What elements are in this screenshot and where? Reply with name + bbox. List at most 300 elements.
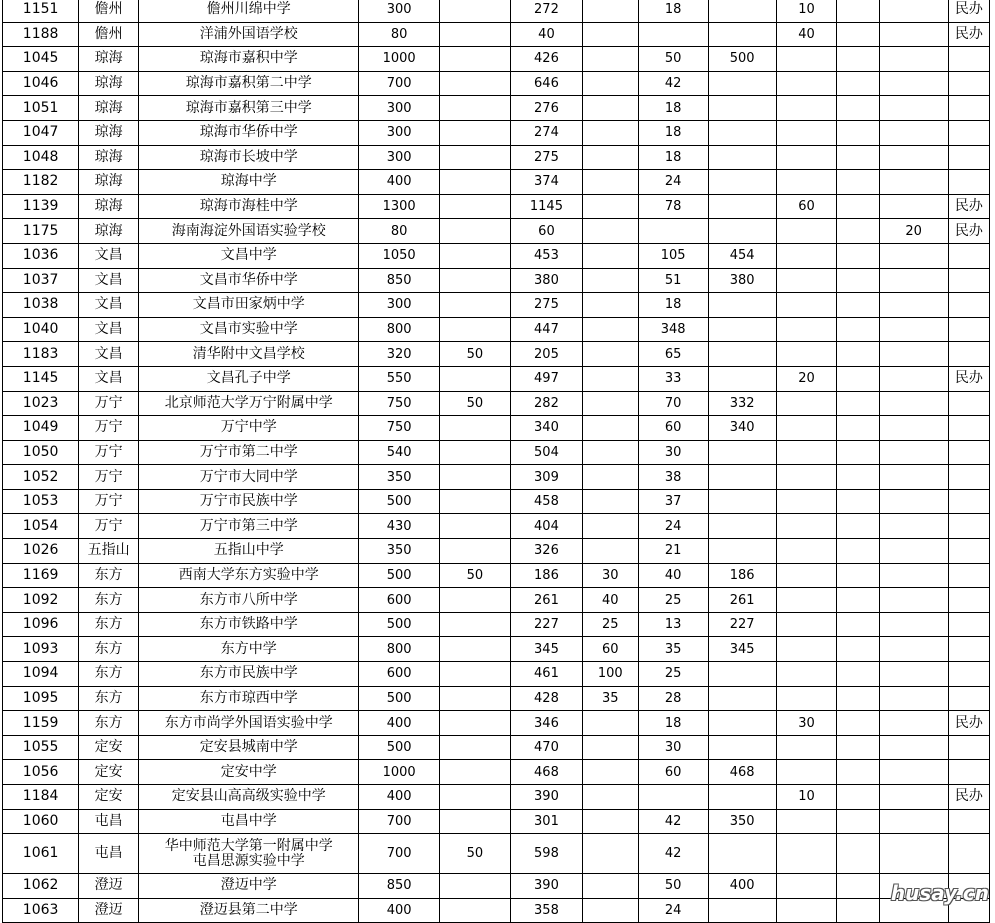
school-code-cell: 1051 <box>3 96 79 121</box>
col-11-cell <box>837 120 879 145</box>
col-7-cell: 30 <box>583 563 639 588</box>
col-8-cell: 33 <box>638 366 708 391</box>
school-type-cell: 民办 <box>948 366 989 391</box>
col-10-cell: 60 <box>776 194 837 219</box>
col-7-cell <box>583 465 639 490</box>
col-12-cell <box>879 342 948 367</box>
plan-total-cell: 300 <box>359 145 439 170</box>
col-11-cell <box>837 145 879 170</box>
col-11-cell <box>837 760 879 785</box>
col-9-cell <box>708 735 776 760</box>
col-5-cell: 50 <box>439 563 510 588</box>
col-9-cell <box>708 293 776 318</box>
city-cell: 文昌 <box>79 317 139 342</box>
school-code-cell: 1095 <box>3 686 79 711</box>
col-8-cell: 348 <box>638 317 708 342</box>
plan-total-cell: 350 <box>359 539 439 564</box>
table-row <box>3 735 990 760</box>
col-11-cell <box>837 785 879 810</box>
col-9-cell: 340 <box>708 416 776 441</box>
col-5-cell <box>439 588 510 613</box>
school-type-cell <box>948 588 989 613</box>
col-7-cell <box>583 342 639 367</box>
school-name-cell: 文昌市实验中学 <box>138 317 358 342</box>
city-cell: 文昌 <box>79 243 139 268</box>
col-5-cell <box>439 809 510 834</box>
school-type-cell <box>948 514 989 539</box>
col-11-cell <box>837 809 879 834</box>
city-cell: 东方 <box>79 711 139 736</box>
col-9-cell: 332 <box>708 391 776 416</box>
col-10-cell <box>776 588 837 613</box>
col-7-cell: 100 <box>583 662 639 687</box>
school-type-cell <box>948 637 989 662</box>
school-type-cell <box>948 489 989 514</box>
plan-total-cell: 800 <box>359 637 439 662</box>
school-name-cell: 文昌市田家炳中学 <box>138 293 358 318</box>
school-name-cell: 东方市尚学外国语实验中学 <box>138 711 358 736</box>
school-type-cell <box>948 440 989 465</box>
col-5-cell <box>439 465 510 490</box>
col-10-cell <box>776 662 837 687</box>
school-name-cell: 澄迈中学 <box>138 874 358 899</box>
col-11-cell <box>837 0 879 22</box>
col-8-cell <box>638 785 708 810</box>
school-code-cell: 1061 <box>3 834 79 874</box>
col-11-cell <box>837 686 879 711</box>
col-5-cell <box>439 170 510 195</box>
school-type-cell <box>948 145 989 170</box>
plan-total-cell: 350 <box>359 465 439 490</box>
col-6-cell: 380 <box>510 268 582 293</box>
school-name-cell: 定安县城南中学 <box>138 735 358 760</box>
col-10-cell <box>776 170 837 195</box>
col-7-cell <box>583 539 639 564</box>
school-type-cell: 民办 <box>948 219 989 244</box>
col-12-cell <box>879 785 948 810</box>
col-8-cell: 105 <box>638 243 708 268</box>
col-6-cell: 340 <box>510 416 582 441</box>
plan-total-cell: 500 <box>359 735 439 760</box>
col-5-cell: 50 <box>439 391 510 416</box>
school-type-cell <box>948 834 989 874</box>
plan-total-cell: 1000 <box>359 47 439 72</box>
col-7-cell <box>583 489 639 514</box>
table-row <box>3 71 990 96</box>
school-name-cell: 华中师范大学第一附属中学 屯昌思源实验中学 <box>138 834 358 874</box>
city-cell: 琼海 <box>79 47 139 72</box>
school-type-cell <box>948 809 989 834</box>
col-7-cell <box>583 317 639 342</box>
col-11-cell <box>837 563 879 588</box>
plan-total-cell: 300 <box>359 293 439 318</box>
school-name-cell: 琼海市华侨中学 <box>138 120 358 145</box>
col-5-cell <box>439 489 510 514</box>
col-9-cell: 400 <box>708 874 776 899</box>
col-6-cell: 426 <box>510 47 582 72</box>
school-name-cell: 琼海市海桂中学 <box>138 194 358 219</box>
admission-plan-table <box>2 0 990 923</box>
school-type-cell <box>948 120 989 145</box>
col-7-cell <box>583 760 639 785</box>
school-code-cell: 1038 <box>3 293 79 318</box>
school-type-cell <box>948 416 989 441</box>
school-type-cell <box>948 563 989 588</box>
col-10-cell <box>776 268 837 293</box>
col-5-cell <box>439 268 510 293</box>
col-10-cell <box>776 145 837 170</box>
col-6-cell: 1145 <box>510 194 582 219</box>
school-code-cell: 1048 <box>3 145 79 170</box>
table-row <box>3 612 990 637</box>
col-6-cell: 453 <box>510 243 582 268</box>
col-11-cell <box>837 22 879 47</box>
col-5-cell <box>439 686 510 711</box>
school-name-cell: 琼海市嘉积第二中学 <box>138 71 358 96</box>
col-10-cell <box>776 874 837 899</box>
col-10-cell <box>776 440 837 465</box>
col-11-cell <box>837 342 879 367</box>
col-10-cell <box>776 760 837 785</box>
col-12-cell <box>879 366 948 391</box>
col-9-cell <box>708 711 776 736</box>
city-cell: 儋州 <box>79 0 139 22</box>
col-10-cell <box>776 514 837 539</box>
col-6-cell: 458 <box>510 489 582 514</box>
city-cell: 万宁 <box>79 440 139 465</box>
table-row <box>3 489 990 514</box>
col-9-cell: 500 <box>708 47 776 72</box>
col-6-cell: 345 <box>510 637 582 662</box>
col-12-cell <box>879 637 948 662</box>
col-10-cell <box>776 539 837 564</box>
col-7-cell <box>583 416 639 441</box>
col-11-cell <box>837 514 879 539</box>
col-11-cell <box>837 170 879 195</box>
city-cell: 万宁 <box>79 416 139 441</box>
city-cell: 东方 <box>79 637 139 662</box>
col-6-cell: 275 <box>510 145 582 170</box>
city-cell: 琼海 <box>79 170 139 195</box>
col-7-cell <box>583 194 639 219</box>
col-10-cell: 30 <box>776 711 837 736</box>
city-cell: 琼海 <box>79 145 139 170</box>
col-9-cell <box>708 120 776 145</box>
col-12-cell <box>879 0 948 22</box>
col-7-cell <box>583 145 639 170</box>
col-6-cell: 374 <box>510 170 582 195</box>
table-row <box>3 268 990 293</box>
table-row <box>3 539 990 564</box>
col-5-cell <box>439 514 510 539</box>
school-name-cell: 定安中学 <box>138 760 358 785</box>
col-6-cell: 428 <box>510 686 582 711</box>
school-code-cell: 1050 <box>3 440 79 465</box>
city-cell: 东方 <box>79 563 139 588</box>
school-code-cell: 1060 <box>3 809 79 834</box>
col-6-cell: 60 <box>510 219 582 244</box>
school-code-cell: 1184 <box>3 785 79 810</box>
city-cell: 澄迈 <box>79 874 139 899</box>
col-6-cell: 346 <box>510 711 582 736</box>
col-10-cell <box>776 563 837 588</box>
col-7-cell <box>583 711 639 736</box>
col-6-cell: 390 <box>510 785 582 810</box>
col-7-cell <box>583 735 639 760</box>
col-12-cell <box>879 317 948 342</box>
col-5-cell <box>439 637 510 662</box>
col-6-cell: 40 <box>510 22 582 47</box>
col-8-cell: 18 <box>638 96 708 121</box>
col-6-cell: 282 <box>510 391 582 416</box>
col-9-cell: 380 <box>708 268 776 293</box>
city-cell: 定安 <box>79 735 139 760</box>
table-row <box>3 317 990 342</box>
table-row <box>3 366 990 391</box>
plan-total-cell: 600 <box>359 588 439 613</box>
table-row <box>3 588 990 613</box>
plan-total-cell: 700 <box>359 71 439 96</box>
col-6-cell: 326 <box>510 539 582 564</box>
plan-total-cell: 500 <box>359 563 439 588</box>
table-row <box>3 834 990 874</box>
col-12-cell <box>879 71 948 96</box>
col-5-cell <box>439 71 510 96</box>
col-5-cell <box>439 120 510 145</box>
school-code-cell: 1036 <box>3 243 79 268</box>
city-cell: 文昌 <box>79 342 139 367</box>
col-10-cell <box>776 735 837 760</box>
school-code-cell: 1092 <box>3 588 79 613</box>
col-12-cell <box>879 194 948 219</box>
col-6-cell: 261 <box>510 588 582 613</box>
col-5-cell <box>439 612 510 637</box>
school-type-cell <box>948 539 989 564</box>
plan-total-cell: 400 <box>359 711 439 736</box>
col-8-cell: 25 <box>638 588 708 613</box>
col-12-cell <box>879 735 948 760</box>
col-5-cell <box>439 735 510 760</box>
col-11-cell <box>837 71 879 96</box>
col-10-cell <box>776 317 837 342</box>
col-8-cell: 28 <box>638 686 708 711</box>
plan-total-cell: 700 <box>359 834 439 874</box>
col-11-cell <box>837 637 879 662</box>
school-type-cell: 民办 <box>948 22 989 47</box>
col-9-cell <box>708 539 776 564</box>
col-5-cell <box>439 366 510 391</box>
school-type-cell <box>948 268 989 293</box>
col-5-cell <box>439 539 510 564</box>
col-7-cell <box>583 785 639 810</box>
col-8-cell: 24 <box>638 898 708 923</box>
col-8-cell: 24 <box>638 170 708 195</box>
col-6-cell: 275 <box>510 293 582 318</box>
plan-total-cell: 80 <box>359 22 439 47</box>
table-row <box>3 785 990 810</box>
school-name-cell: 万宁市第三中学 <box>138 514 358 539</box>
col-5-cell <box>439 711 510 736</box>
plan-total-cell: 750 <box>359 391 439 416</box>
col-11-cell <box>837 834 879 874</box>
city-cell: 东方 <box>79 662 139 687</box>
table-row <box>3 145 990 170</box>
col-5-cell <box>439 662 510 687</box>
school-name-cell: 澄迈县第二中学 <box>138 898 358 923</box>
col-6-cell: 468 <box>510 760 582 785</box>
city-cell: 琼海 <box>79 219 139 244</box>
col-7-cell: 60 <box>583 637 639 662</box>
col-9-cell <box>708 317 776 342</box>
col-11-cell <box>837 317 879 342</box>
city-cell: 东方 <box>79 588 139 613</box>
col-12-cell <box>879 293 948 318</box>
col-9-cell <box>708 514 776 539</box>
city-cell: 东方 <box>79 612 139 637</box>
city-cell: 万宁 <box>79 391 139 416</box>
school-code-cell: 1151 <box>3 0 79 22</box>
plan-total-cell: 300 <box>359 120 439 145</box>
city-cell: 文昌 <box>79 268 139 293</box>
city-cell: 定安 <box>79 760 139 785</box>
school-name-cell: 琼海市长坡中学 <box>138 145 358 170</box>
table-row <box>3 637 990 662</box>
col-10-cell <box>776 96 837 121</box>
school-name-cell: 定安县山高高级实验中学 <box>138 785 358 810</box>
school-type-cell <box>948 243 989 268</box>
plan-total-cell: 80 <box>359 219 439 244</box>
col-7-cell <box>583 47 639 72</box>
col-8-cell: 60 <box>638 416 708 441</box>
school-code-cell: 1055 <box>3 735 79 760</box>
city-cell: 琼海 <box>79 194 139 219</box>
col-5-cell <box>439 874 510 899</box>
school-code-cell: 1094 <box>3 662 79 687</box>
col-11-cell <box>837 416 879 441</box>
col-9-cell <box>708 440 776 465</box>
col-8-cell: 18 <box>638 711 708 736</box>
col-12-cell <box>879 391 948 416</box>
col-10-cell <box>776 637 837 662</box>
school-name-cell: 清华附中文昌学校 <box>138 342 358 367</box>
col-8-cell: 24 <box>638 514 708 539</box>
col-8-cell <box>638 22 708 47</box>
col-5-cell <box>439 219 510 244</box>
school-name-cell: 东方市八所中学 <box>138 588 358 613</box>
col-11-cell <box>837 465 879 490</box>
col-8-cell: 51 <box>638 268 708 293</box>
col-12-cell <box>879 563 948 588</box>
col-7-cell <box>583 243 639 268</box>
plan-total-cell: 320 <box>359 342 439 367</box>
school-type-cell <box>948 760 989 785</box>
plan-total-cell: 300 <box>359 0 439 22</box>
col-7-cell <box>583 809 639 834</box>
school-code-cell: 1023 <box>3 391 79 416</box>
col-10-cell <box>776 612 837 637</box>
col-5-cell <box>439 317 510 342</box>
school-name-cell: 文昌中学 <box>138 243 358 268</box>
plan-total-cell: 300 <box>359 96 439 121</box>
col-9-cell: 261 <box>708 588 776 613</box>
col-10-cell <box>776 219 837 244</box>
col-8-cell: 18 <box>638 120 708 145</box>
col-12-cell <box>879 809 948 834</box>
col-9-cell <box>708 342 776 367</box>
col-6-cell: 186 <box>510 563 582 588</box>
col-11-cell <box>837 588 879 613</box>
col-9-cell: 186 <box>708 563 776 588</box>
school-name-cell: 屯昌中学 <box>138 809 358 834</box>
col-9-cell <box>708 96 776 121</box>
col-5-cell <box>439 145 510 170</box>
school-code-cell: 1169 <box>3 563 79 588</box>
col-7-cell <box>583 268 639 293</box>
col-12-cell <box>879 711 948 736</box>
col-11-cell <box>837 662 879 687</box>
col-6-cell: 598 <box>510 834 582 874</box>
school-code-cell: 1037 <box>3 268 79 293</box>
col-7-cell <box>583 22 639 47</box>
col-6-cell: 358 <box>510 898 582 923</box>
col-8-cell: 30 <box>638 440 708 465</box>
col-11-cell <box>837 489 879 514</box>
table-row <box>3 391 990 416</box>
school-code-cell: 1047 <box>3 120 79 145</box>
col-8-cell: 42 <box>638 834 708 874</box>
col-12-cell <box>879 22 948 47</box>
school-name-cell: 文昌孔子中学 <box>138 366 358 391</box>
col-7-cell <box>583 514 639 539</box>
col-10-cell <box>776 416 837 441</box>
col-12-cell <box>879 96 948 121</box>
col-12-cell <box>879 440 948 465</box>
col-11-cell <box>837 711 879 736</box>
col-7-cell <box>583 440 639 465</box>
col-12-cell <box>879 612 948 637</box>
col-10-cell <box>776 391 837 416</box>
col-11-cell <box>837 440 879 465</box>
school-code-cell: 1049 <box>3 416 79 441</box>
plan-total-cell: 550 <box>359 366 439 391</box>
school-code-cell: 1159 <box>3 711 79 736</box>
table-row <box>3 874 990 899</box>
table-row <box>3 243 990 268</box>
col-9-cell: 468 <box>708 760 776 785</box>
col-6-cell: 301 <box>510 809 582 834</box>
plan-total-cell: 500 <box>359 612 439 637</box>
school-code-cell: 1145 <box>3 366 79 391</box>
col-11-cell <box>837 219 879 244</box>
plan-total-cell: 400 <box>359 170 439 195</box>
table-body <box>3 0 990 923</box>
col-10-cell <box>776 71 837 96</box>
col-11-cell <box>837 612 879 637</box>
plan-total-cell: 400 <box>359 898 439 923</box>
school-code-cell: 1040 <box>3 317 79 342</box>
col-7-cell: 40 <box>583 588 639 613</box>
col-6-cell: 390 <box>510 874 582 899</box>
col-10-cell <box>776 342 837 367</box>
col-6-cell: 447 <box>510 317 582 342</box>
col-9-cell: 350 <box>708 809 776 834</box>
col-12-cell <box>879 686 948 711</box>
col-8-cell: 13 <box>638 612 708 637</box>
col-10-cell <box>776 489 837 514</box>
col-12-cell <box>879 588 948 613</box>
col-12-cell <box>879 539 948 564</box>
col-8-cell <box>638 219 708 244</box>
